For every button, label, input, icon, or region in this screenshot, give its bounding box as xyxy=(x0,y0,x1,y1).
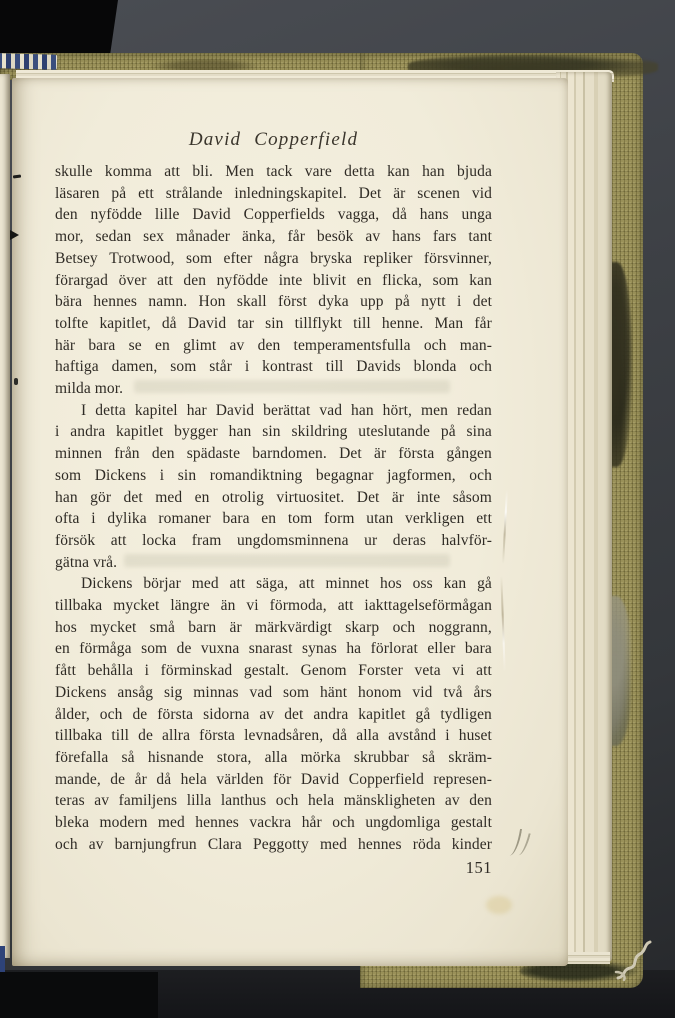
text-line: tolfte kapitlet, då David tar sin tillflykt till henne. Man får xyxy=(55,314,492,332)
text-line: tillbaka mycket längre än vi förmoda, att iakttagelseförmågan xyxy=(55,597,492,615)
text-line: och av barnjungfrun Clara Peggotty med hennes röda kinder xyxy=(55,835,492,853)
page-number: 151 xyxy=(465,858,492,877)
text-line: Dickens ansåg sig minnas vad som hänt honom vid två års xyxy=(55,683,492,701)
paragraph xyxy=(55,400,492,574)
text-line: milda mor. xyxy=(55,380,124,398)
paper-stain xyxy=(486,896,512,914)
headband xyxy=(0,53,57,70)
text-line: här bara se en glimt av den temperamentsfulla och man- xyxy=(55,336,492,354)
paragraph xyxy=(55,161,492,400)
text-line: skulle komma att bli. Men tack vare detta kan han bjuda xyxy=(55,163,492,180)
text-line: gätna vrå. xyxy=(55,553,118,571)
blue-edge-fragment xyxy=(0,946,5,972)
page-title: David Copperfield xyxy=(188,129,359,150)
text-line: ålder, och de första sidorna av det andra kapitlet gå tydligen xyxy=(55,705,492,723)
text-line: tillbaka till de allra första levnadsåren, då alla avstånd i huset xyxy=(55,727,492,745)
text-line: den nyfödde lille David Copperfields vagga, då hans unga xyxy=(55,206,492,224)
text-line: teras av familjens lilla lanthus och hela mänskligheten av den xyxy=(55,792,492,810)
text-line: försök att locka fram ungdomsminnena ur deras halvför- xyxy=(55,531,492,549)
text-line: ofta i dylika romaner bara en tom form utan verkligen ett xyxy=(55,510,492,528)
background-shadow-bottomleft xyxy=(0,972,158,1018)
text-line: fått behålla i förminskad gestalt. Genom Forster veta vi att xyxy=(55,662,492,680)
text-line: läsaren på ett strålande inledningskapitel. Det är scenen vid xyxy=(55,184,492,202)
paper-crease xyxy=(500,576,505,672)
background-shadow-topleft xyxy=(0,0,118,57)
text-line: Betsey Trotwood, som efter några bryska repliker försvinner, xyxy=(55,249,492,267)
frayed-thread xyxy=(612,932,664,984)
text-line: som Dickens i sin romandiktning begagnar jagformen, och xyxy=(55,466,492,484)
facing-page-sliver xyxy=(0,74,10,958)
text-line: bära hennes namn. Hon skall först dyka upp på nytt i det xyxy=(55,293,492,311)
text-line: han gör det med en otrolig virtuositet. Det är inte såsom xyxy=(55,488,492,506)
text-line: en förmåga som de vuxna snarast synas ha förlorat eller bara xyxy=(55,640,492,658)
text-line: hos mycket små barn är märkvärdigt skarp och noggrann, xyxy=(55,618,492,636)
margin-mark xyxy=(14,378,18,385)
text-line: haftiga damen, som står i kontrast till Davids blonda och xyxy=(55,358,492,376)
margin-mark xyxy=(13,174,21,178)
ink-show-through xyxy=(124,554,450,567)
paragraph xyxy=(55,573,492,855)
paper-crease xyxy=(502,490,508,564)
book-page xyxy=(12,78,568,966)
text-line: Dickens börjar med att säga, att minnet hos oss kan gå xyxy=(81,575,492,593)
text-line: förargad över att den nyfödde inte blivit en flicka, som kan xyxy=(55,271,492,289)
text-line: bleka modern med hennes vackra hår och ungdomliga gestalt xyxy=(55,814,492,832)
text-line: i andra kapitlet bygger han sin skildring uteslutande på sina xyxy=(55,423,492,441)
ink-show-through xyxy=(134,380,450,393)
text-line: mor, sedan sex månader änka, får besök av hans fars tant xyxy=(55,228,492,246)
text-block xyxy=(55,161,492,856)
margin-mark xyxy=(10,230,19,240)
text-line: minnen från den spädaste barndomen. Det är första gången xyxy=(55,445,492,463)
text-line: I detta kapitel har David berättat vad han hört, men redan xyxy=(81,401,492,419)
text-line: förefalla så hisnande stora, alla mörka skrubbar så skräm- xyxy=(55,748,492,766)
text-line: mande, de år då hela världen för David Copperfield represen- xyxy=(55,770,492,788)
